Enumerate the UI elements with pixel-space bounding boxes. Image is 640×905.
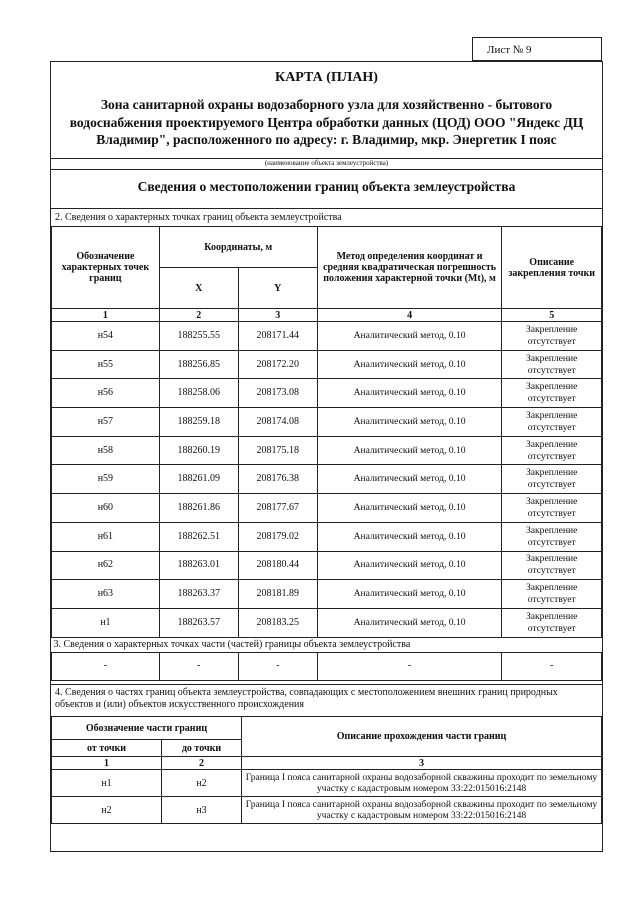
- table-row: [52, 379, 602, 408]
- x-cell: 188263.01: [159, 551, 238, 580]
- fixing-cell: Закрепление отсутствует: [502, 322, 602, 351]
- y-cell: 208177.67: [238, 494, 317, 523]
- x-cell: 188262.51: [159, 522, 238, 551]
- header-fixing: Описание закрепления точки: [502, 227, 602, 309]
- y-cell: 208176.38: [238, 465, 317, 494]
- point-cell: н60: [52, 494, 160, 523]
- description-cell: Граница I пояса санитарной охраны водозаборной скважины проходит по земельному участку с кадастровым номером 33:22:015016:2148: [242, 797, 602, 824]
- fixing-cell: Закрепление отсутствует: [502, 494, 602, 523]
- method-cell: Аналитический метод, 0.10: [317, 551, 502, 580]
- y-cell: 208172.20: [238, 350, 317, 379]
- method-cell: Аналитический метод, 0.10: [317, 580, 502, 609]
- y-cell: 208171.44: [238, 322, 317, 351]
- divider: [51, 169, 602, 170]
- method-cell: Аналитический метод, 0.10: [317, 494, 502, 523]
- table-row: [52, 350, 602, 379]
- method-cell: Аналитический метод, 0.10: [317, 408, 502, 437]
- segments-table: [51, 716, 602, 824]
- to-cell: н3: [162, 797, 242, 824]
- table-row: [52, 322, 602, 351]
- table-row: [52, 408, 602, 437]
- y-cell: 208173.08: [238, 379, 317, 408]
- fixing-cell: Закрепление отсутствует: [502, 608, 602, 637]
- table-row: [52, 770, 602, 797]
- fixing-cell: Закрепление отсутствует: [502, 580, 602, 609]
- sheet-number: Лист № 9: [472, 37, 602, 61]
- y-cell: 208181.89: [238, 580, 317, 609]
- x-cell: 188256.85: [159, 350, 238, 379]
- table-row: [52, 465, 602, 494]
- y-cell: 208174.08: [238, 408, 317, 437]
- fixing-cell: Закрепление отсутствует: [502, 350, 602, 379]
- section-3-value: -: [159, 652, 238, 681]
- section-3-value: -: [502, 652, 602, 681]
- point-cell: н56: [52, 379, 160, 408]
- method-cell: Аналитический метод, 0.10: [317, 350, 502, 379]
- header-x: X: [159, 268, 238, 309]
- x-cell: 188261.09: [159, 465, 238, 494]
- col-number: 4: [317, 309, 502, 322]
- divider: [51, 684, 602, 685]
- header-segment-designation: Обозначение части границ: [52, 717, 242, 740]
- section-4-label: 4. Сведения о частях границ объекта землеустройства, совпадающих с местоположением внешних границ природных объектов и (или) объектов искусственного происхождения: [55, 687, 558, 710]
- point-cell: н61: [52, 522, 160, 551]
- table-row: [52, 608, 602, 637]
- header-y: Y: [238, 268, 317, 309]
- header-coords: Координаты, м: [159, 227, 317, 268]
- x-cell: 188258.06: [159, 379, 238, 408]
- object-name: Зона санитарной охраны водозаборного узла для хозяйственно - бытового водоснабжения проектируемого Центра обработки данных (ЦОД) ООО "Яндекс ДЦ Владимир", расположенного по адресу: г. Владимир, мкр. Энергетик I пояс: [69, 97, 584, 147]
- section-3-value: -: [238, 652, 317, 681]
- divider: [51, 208, 602, 209]
- x-cell: 188260.19: [159, 436, 238, 465]
- col-number: 3: [242, 757, 602, 770]
- description-cell: Граница I пояса санитарной охраны водозаборной скважины проходит по земельному участку с кадастровым номером 33:22:015016:2148: [242, 770, 602, 797]
- fixing-cell: Закрепление отсутствует: [502, 522, 602, 551]
- method-cell: Аналитический метод, 0.10: [317, 522, 502, 551]
- header-segment-description: Описание прохождения части границ: [242, 717, 602, 757]
- header-to: до точки: [162, 740, 242, 757]
- point-cell: н62: [52, 551, 160, 580]
- table-row: [52, 522, 602, 551]
- x-cell: 188261.86: [159, 494, 238, 523]
- fixing-cell: Закрепление отсутствует: [502, 408, 602, 437]
- table-row: [52, 797, 602, 824]
- method-cell: Аналитический метод, 0.10: [317, 608, 502, 637]
- col-number: 2: [162, 757, 242, 770]
- y-cell: 208175.18: [238, 436, 317, 465]
- section-2-label: 2. Сведения о характерных точках границ объекта землеустройства: [55, 212, 342, 223]
- table-row: [52, 494, 602, 523]
- x-cell: 188263.37: [159, 580, 238, 609]
- object-name-caption: (наименование объекта землеустройства): [51, 158, 602, 167]
- point-cell: н54: [52, 322, 160, 351]
- fixing-cell: Закрепление отсутствует: [502, 465, 602, 494]
- col-number: 1: [52, 309, 160, 322]
- page-title: КАРТА (ПЛАН): [275, 70, 378, 85]
- x-cell: 188259.18: [159, 408, 238, 437]
- point-cell: н63: [52, 580, 160, 609]
- x-cell: 188263.57: [159, 608, 238, 637]
- fixing-cell: Закрепление отсутствует: [502, 551, 602, 580]
- point-cell: н59: [52, 465, 160, 494]
- from-cell: н1: [52, 770, 162, 797]
- y-cell: 208180.44: [238, 551, 317, 580]
- header-designation: Обозначение характерных точек границ: [52, 227, 160, 309]
- col-number: 3: [238, 309, 317, 322]
- method-cell: Аналитический метод, 0.10: [317, 436, 502, 465]
- point-cell: н57: [52, 408, 160, 437]
- header-method: Метод определения координат и средняя квадратическая погрешность положения характерной точки (Mt), м: [317, 227, 502, 309]
- method-cell: Аналитический метод, 0.10: [317, 379, 502, 408]
- fixing-cell: Закрепление отсутствует: [502, 379, 602, 408]
- point-cell: н1: [52, 608, 160, 637]
- section-title: Сведения о местоположении границ объекта землеустройства: [137, 179, 516, 194]
- section-3-value: -: [52, 652, 160, 681]
- y-cell: 208179.02: [238, 522, 317, 551]
- header-from: от точки: [52, 740, 162, 757]
- col-number: 5: [502, 309, 602, 322]
- section-3-label: 3. Сведения о характерных точках части (частей) границы объекта землеустройства: [52, 637, 602, 652]
- table-row: [52, 436, 602, 465]
- point-cell: н55: [52, 350, 160, 379]
- table-row: [52, 551, 602, 580]
- fixing-cell: Закрепление отсутствует: [502, 436, 602, 465]
- x-cell: 188255.55: [159, 322, 238, 351]
- y-cell: 208183.25: [238, 608, 317, 637]
- document-frame: [50, 61, 603, 852]
- points-table: [51, 226, 602, 681]
- table-row: [52, 580, 602, 609]
- point-cell: н58: [52, 436, 160, 465]
- from-cell: н2: [52, 797, 162, 824]
- method-cell: Аналитический метод, 0.10: [317, 322, 502, 351]
- method-cell: Аналитический метод, 0.10: [317, 465, 502, 494]
- col-number: 1: [52, 757, 162, 770]
- col-number: 2: [159, 309, 238, 322]
- to-cell: н2: [162, 770, 242, 797]
- section-3-value: -: [317, 652, 502, 681]
